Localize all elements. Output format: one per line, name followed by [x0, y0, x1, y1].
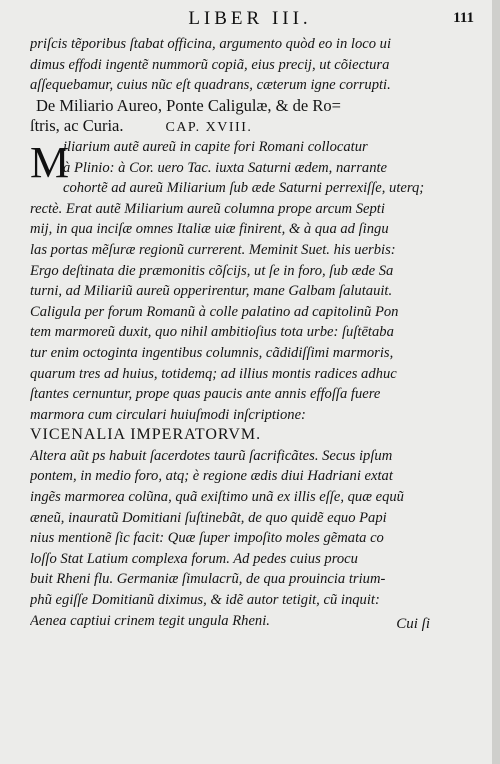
text-line: Ergo deſtinata die præmonitis cõſcijs, ut ſe in foro, ſub æde Sa	[30, 262, 394, 279]
text-line: priſcis tẽporibus ſtabat officina, argumento quòd eo in loco ui	[30, 36, 392, 52]
text-line: las portas mẽſuræ regionũ currerent. Meminit Suet. his uerbis:	[30, 241, 396, 258]
text-line: ingẽs marmorea colũna, quã exiſtimo unã ex illis eſſe, quæ equũ	[30, 489, 404, 506]
page-header	[0, 8, 500, 30]
text-line: marmora cum circulari huiuſmodi inſcriptione:	[30, 406, 306, 423]
folio-number: 111	[453, 10, 474, 26]
text-line: Aenea captiui crinem tegit ungula Rheni.	[30, 612, 270, 629]
text-line: loſſo Stat Latium complexa forum. Ad pedes cuius procu	[30, 550, 358, 567]
text-line: Altera aũt ps habuit ſacerdotes taurũ ſacrificãtes. Secus ipſum	[30, 447, 393, 464]
text-line: æneũ, inauratũ Domitiani ſuſtinebãt, de quo quidẽ equo Papi	[30, 509, 387, 526]
chapter-label: CAP. XVIII.	[165, 120, 253, 136]
chapter-title-line-2	[30, 116, 478, 137]
text-line: à Plinio: à Cor. uero Tac. iuxta Saturni ædem, narrante	[63, 159, 388, 176]
text-line: quarum tres ad huius, totidemq; ad illius montis radices adhuc	[30, 365, 397, 382]
chapter-title-text: ſtris, ac Curia.	[30, 116, 124, 136]
page-edge	[492, 0, 500, 764]
text-line: ſtantes cernuntur, prope quas paucis ante annis effoſſa fuere	[30, 386, 381, 403]
text-line: rectè. Erat autẽ Miliarium aureũ columna prope arcum Septi	[30, 200, 385, 217]
running-head: LIBER III.	[188, 8, 312, 29]
text-line: pontem, in medio foro, atq; è regione ædis diui Hadriani extat	[30, 468, 393, 485]
text-line: turni, ad Miliariũ aureũ opperirentur, mane Galbam ſalutauit.	[30, 283, 393, 300]
text-line: dimus effodi ingentẽ nummorũ copiã, eius precij, ut cõiectura	[30, 56, 390, 73]
text-line: phũ egiſſe Domitianũ diximus, & idẽ autor tetigit, cũ inquit:	[30, 592, 380, 609]
text-block	[30, 34, 478, 631]
inscription-heading: VICENALIA IMPERATORVM.	[30, 426, 262, 444]
text-line: iliarium autẽ aureũ in capite fori Romani collocatur	[63, 138, 368, 155]
text-line: Caligula per forum Romanũ à colle palatino ad capitolinũ Pon	[30, 303, 399, 320]
drop-cap: M	[30, 138, 70, 187]
text-line: nius mentionẽ ſic facit: Quæ ſuper impoſito moles gẽmata co	[30, 530, 384, 547]
text-line: tem marmoreũ duxit, quo nihil ambitioſius tota urbe: ſuſtētaba	[30, 324, 394, 341]
text-line: buit Rheni flu. Germaniæ ſimulacrũ, de qua prouincia trium-	[30, 571, 386, 588]
text-line: aſſequebamur, cuius nũc eſt quadrans, cæterum igne corrupti.	[30, 77, 391, 94]
catchword: Cui ſi	[396, 616, 430, 632]
chapter-title-line-1: De Miliario Aureo, Ponte Caligulæ, & de Ro=	[36, 95, 341, 115]
text-line: mij, in qua inciſæ omnes Italiæ uiæ finirent, & à qua ad ſingu	[30, 221, 389, 238]
text-line: tur enim octoginta ingentibus columnis, cãdidiſſimi marmoris,	[30, 344, 394, 361]
text-line: cohortẽ ad aureũ Miliarium ſub æde Saturni perrexiſſe, uterq;	[63, 180, 425, 197]
